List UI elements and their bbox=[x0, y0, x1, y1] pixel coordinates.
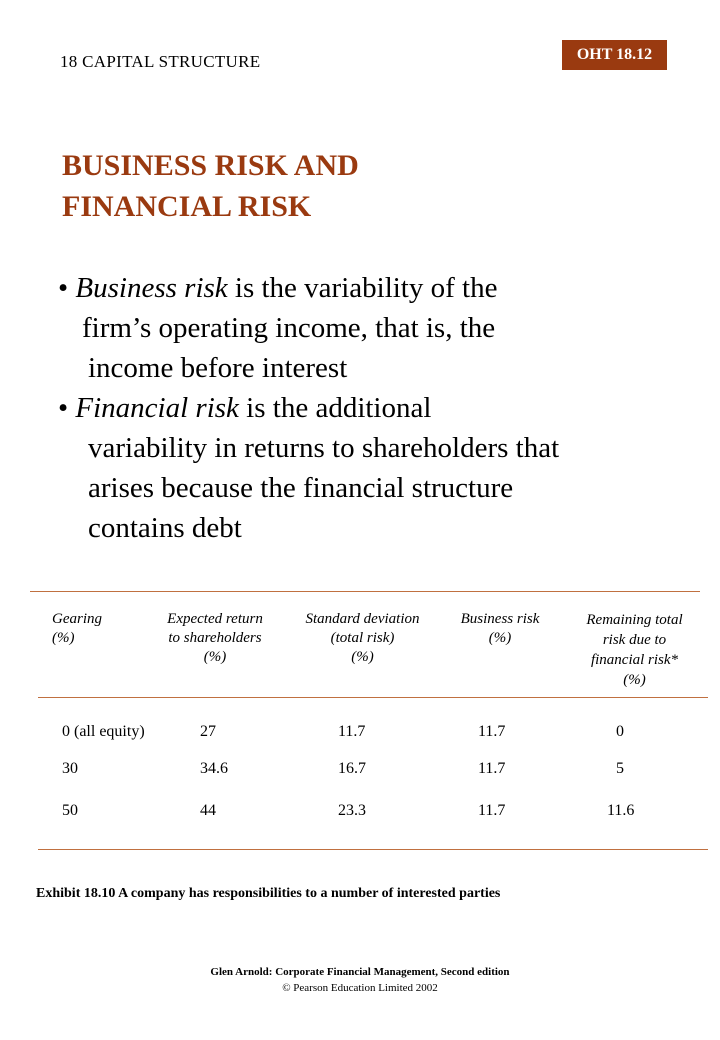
bullet-2-line-2: variability in returns to shareholders that bbox=[88, 432, 560, 464]
header-std-dev bbox=[285, 610, 440, 667]
header-expected-return-line-2: to shareholders bbox=[168, 630, 262, 646]
table-cell: 23.3 bbox=[338, 802, 366, 819]
header-remaining-line-4: (%) bbox=[623, 672, 646, 688]
bullet-1-line-1: • Business risk is the variability of the bbox=[58, 272, 498, 304]
bullet-1-text-1: is the variability of the bbox=[234, 272, 498, 304]
slide-title-line-1: BUSINESS RISK AND bbox=[62, 149, 359, 182]
table-header-rule bbox=[38, 697, 708, 698]
header-std-dev-line-1: Standard deviation bbox=[305, 611, 420, 627]
table-cell: 50 bbox=[62, 802, 78, 819]
slide-code-badge: OHT 18.12 bbox=[562, 40, 667, 70]
header-expected-return bbox=[145, 610, 285, 667]
table-bottom-rule bbox=[38, 849, 708, 850]
exhibit-caption: Exhibit 18.10 A company has responsibilities to a number of interested parties bbox=[36, 886, 501, 901]
chapter-heading: 18 CAPITAL STRUCTURE bbox=[60, 52, 261, 71]
table-top-rule bbox=[30, 591, 700, 592]
header-remaining-risk bbox=[562, 610, 707, 690]
header-expected-return-line-1: Expected return bbox=[167, 611, 263, 627]
bullet-2-line-3: arises because the financial structure bbox=[88, 472, 514, 504]
slide-title-line-2: FINANCIAL RISK bbox=[62, 190, 312, 223]
header-remaining-line-3: financial risk* bbox=[590, 652, 679, 668]
table-cell: 5 bbox=[616, 760, 624, 777]
footer-author: Glen Arnold: Corporate Financial Management, Second edition bbox=[210, 966, 510, 978]
bullet-1-term: Business risk bbox=[75, 272, 228, 304]
bullet-2-text-1: is the additional bbox=[246, 392, 432, 424]
table-cell: 0 bbox=[616, 723, 624, 740]
bullet-2-term: Financial risk bbox=[75, 392, 239, 424]
table-cell: 16.7 bbox=[338, 760, 366, 777]
slide-title bbox=[62, 145, 359, 227]
bullet-2-line-4: contains debt bbox=[88, 512, 242, 544]
bullet-1-line-3: income before interest bbox=[88, 352, 348, 384]
table-cell: 30 bbox=[62, 760, 78, 777]
table-cell: 11.7 bbox=[478, 723, 506, 740]
footer-copyright: © Pearson Education Limited 2002 bbox=[282, 982, 438, 994]
header-business-risk-line-2: (%) bbox=[488, 630, 512, 646]
header-business-risk bbox=[445, 610, 555, 648]
bullet-2-line-1: • Financial risk is the additional bbox=[58, 392, 432, 424]
table-cell: 11.7 bbox=[478, 802, 506, 819]
table-cell: 11.6 bbox=[607, 802, 635, 819]
header-expected-return-line-3: (%) bbox=[203, 649, 227, 665]
header-gearing-line-1: Gearing bbox=[52, 611, 102, 627]
header-business-risk-line-1: Business risk bbox=[460, 611, 540, 627]
header-gearing bbox=[52, 610, 102, 648]
bullet-1-line-2: firm’s operating income, that is, the bbox=[82, 312, 496, 344]
table-cell: 27 bbox=[200, 723, 216, 740]
header-std-dev-line-3: (%) bbox=[351, 649, 374, 665]
table-cell: 44 bbox=[200, 802, 216, 819]
header-std-dev-line-2: (total risk) bbox=[330, 630, 395, 646]
table-cell: 34.6 bbox=[200, 760, 228, 777]
header-remaining-line-1: Remaining total bbox=[586, 612, 683, 628]
table-cell: 11.7 bbox=[338, 723, 366, 740]
header-gearing-line-2: (%) bbox=[52, 630, 75, 646]
table-cell: 11.7 bbox=[478, 760, 506, 777]
header-remaining-line-2: risk due to bbox=[602, 632, 667, 648]
bullet-list bbox=[58, 268, 559, 548]
table-cell: 0 (all equity) bbox=[62, 723, 145, 740]
